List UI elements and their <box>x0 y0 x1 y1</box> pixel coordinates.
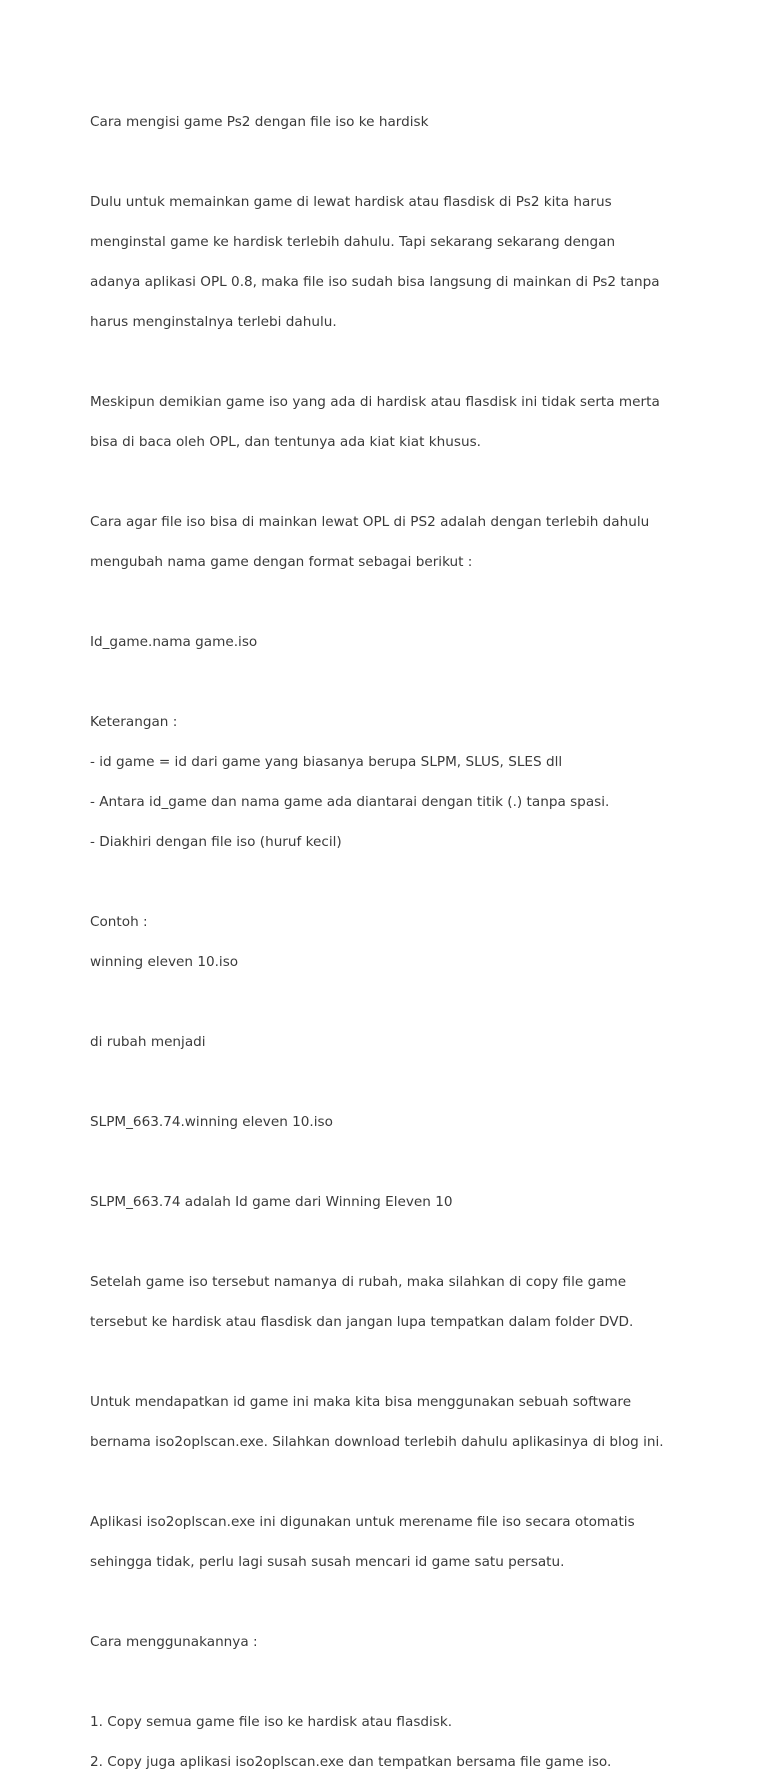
text-line: Keterangan : <box>90 714 178 730</box>
paragraph-id-explain <box>90 1172 750 1232</box>
text-line: menginstal game ke hardisk terlebih dahulu. Tapi sekarang sekarang dengan <box>90 234 616 250</box>
text-line: bernama iso2oplscan.exe. Silahkan download terlebih dahulu aplikasinya di blog ini. <box>90 1434 664 1450</box>
paragraph-intro <box>90 172 750 352</box>
paragraph-keterangan <box>90 692 750 872</box>
paragraph-format-intro <box>90 492 750 592</box>
text-line: Dulu untuk memainkan game di lewat hardisk atau flasdisk di Ps2 kita harus <box>90 194 612 210</box>
text-line: Cara mengisi game Ps2 dengan file iso ke hardisk <box>90 114 429 130</box>
text-line: tersebut ke hardisk atau flasdisk dan jangan lupa tempatkan dalam folder DVD. <box>90 1314 634 1330</box>
text-line: harus menginstalnya terlebi dahulu. <box>90 314 337 330</box>
paragraph-steps <box>90 1692 750 1792</box>
paragraph-renamed <box>90 1092 750 1152</box>
text-line: Cara agar file iso bisa di mainkan lewat OPL di PS2 adalah dengan terlebih dahulu <box>90 514 650 530</box>
text-line: Aplikasi iso2oplscan.exe ini digunakan untuk merename file iso secara otomatis <box>90 1514 635 1530</box>
paragraph-copy <box>90 1252 750 1352</box>
paragraph-opl-note <box>90 372 750 472</box>
list-item: 1. Copy semua game file iso ke hardisk atau flasdisk. <box>90 1714 453 1730</box>
document-page <box>90 92 750 1792</box>
list-item: 2. Copy juga aplikasi iso2oplscan.exe dan tempatkan bersama file game iso. <box>90 1754 612 1770</box>
paragraph-aplikasi <box>90 1492 750 1592</box>
document-title <box>90 92 750 152</box>
text-line: bisa di baca oleh OPL, dan tentunya ada kiat kiat khusus. <box>90 434 481 450</box>
paragraph-format <box>90 612 750 672</box>
text-line: sehingga tidak, perlu lagi susah susah mencari id game satu persatu. <box>90 1554 565 1570</box>
list-item: - Antara id_game dan nama game ada diantarai dengan titik (.) tanpa spasi. <box>90 794 610 810</box>
list-item: - Diakhiri dengan file iso (huruf kecil) <box>90 834 342 850</box>
text-line: Id_game.nama game.iso <box>90 634 258 650</box>
paragraph-rubah <box>90 1012 750 1072</box>
text-line: adanya aplikasi OPL 0.8, maka file iso sudah bisa langsung di mainkan di Ps2 tanpa <box>90 274 660 290</box>
text-line: SLPM_663.74.winning eleven 10.iso <box>90 1114 333 1130</box>
paragraph-cara <box>90 1612 750 1672</box>
paragraph-software <box>90 1372 750 1472</box>
text-line: Untuk mendapatkan id game ini maka kita bisa menggunakan sebuah software <box>90 1394 632 1410</box>
list-item: - id game = id dari game yang biasanya berupa SLPM, SLUS, SLES dll <box>90 754 563 770</box>
paragraph-contoh <box>90 892 750 992</box>
text-line: Setelah game iso tersebut namanya di rubah, maka silahkan di copy file game <box>90 1274 627 1290</box>
text-line: di rubah menjadi <box>90 1034 206 1050</box>
text-line: SLPM_663.74 adalah Id game dari Winning Eleven 10 <box>90 1194 453 1210</box>
text-line: Cara menggunakannya : <box>90 1634 258 1650</box>
text-line: Contoh : <box>90 914 148 930</box>
text-line: mengubah nama game dengan format sebagai berikut : <box>90 554 473 570</box>
text-line: winning eleven 10.iso <box>90 954 239 970</box>
text-line: Meskipun demikian game iso yang ada di hardisk atau flasdisk ini tidak serta merta <box>90 394 660 410</box>
